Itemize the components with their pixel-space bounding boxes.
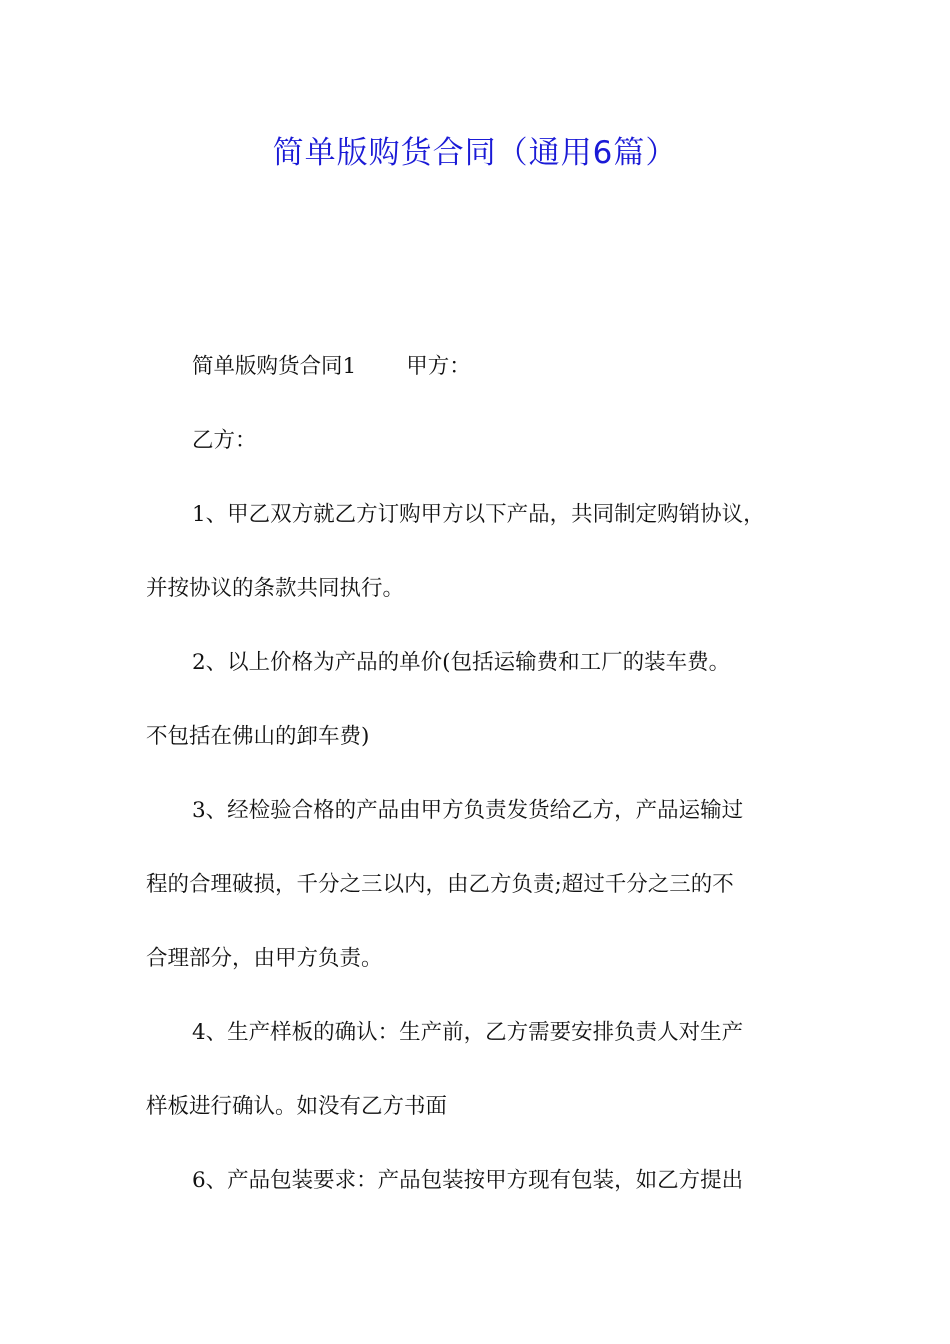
text-line: 1、甲乙双方就乙方订购甲方以下产品，共同制定购销协议， [192,502,765,527]
document-title: 简单版购货合同（通用6篇） [272,135,678,171]
text-line: 不包括在佛山的卸车费) [146,724,370,749]
text-line: 乙方： [192,428,257,453]
text-line: 4、生产样板的确认：生产前，乙方需要安排负责人对生产 [192,1020,744,1045]
document-body [146,330,826,1218]
text-line: 2、以上价格为产品的单价(包括运输费和工厂的装车费。 [192,650,731,675]
text-line: 3、经检验合格的产品由甲方负责发货给乙方，产品运输过 [192,798,744,823]
party-a-label: 甲方： [406,354,471,379]
text-line: 并按协议的条款共同执行。 [146,576,405,601]
contract-heading-line [146,330,826,404]
contract-heading: 简单版购货合同1 [192,354,357,379]
text-line: 样板进行确认。如没有乙方书面 [146,1094,448,1119]
text-line: 合理部分，由甲方负责。 [146,946,383,971]
text-line: 6、产品包装要求：产品包装按甲方现有包装，如乙方提出 [192,1168,744,1193]
text-line: 程的合理破损，千分之三以内，由乙方负责;超过千分之三的不 [146,872,734,897]
